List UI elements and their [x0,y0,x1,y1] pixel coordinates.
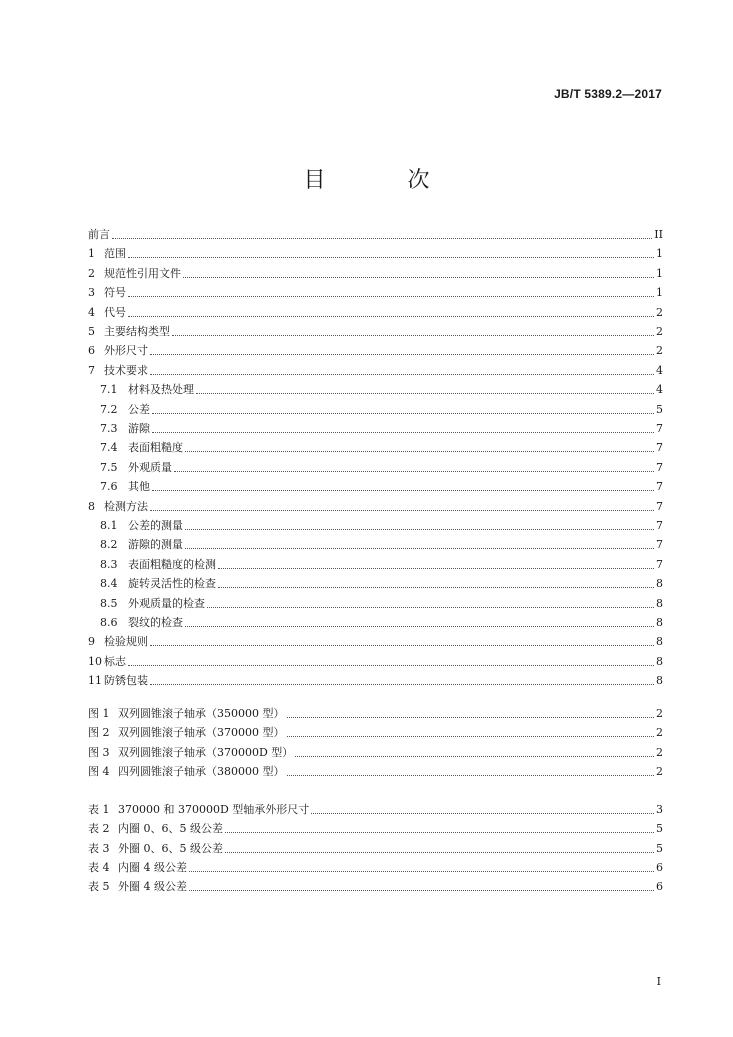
section-entry-title: 规范性引用文件 [104,266,181,280]
figure-entry-page: 2 [656,726,663,740]
dot-leader [128,315,654,317]
table-entry-number: 表 3 [88,841,110,855]
section-entry-title: 前言 [88,228,110,241]
section-entry[interactable] [88,362,663,378]
section-entry-title: 技术要求 [104,363,148,377]
section-entry[interactable] [88,498,663,514]
section-entry-title: 主要结构类型 [104,325,170,338]
table-entry[interactable] [88,878,663,894]
table-entry-page: 3 [656,803,663,816]
section-entry[interactable] [88,323,663,339]
section-entry-title: 其他 [128,480,150,494]
table-entry-number: 表 5 [88,880,110,894]
section-entry-page: 8 [656,674,663,688]
section-entry-title: 裂纹的检查 [128,616,183,629]
figure-entry[interactable] [88,705,663,721]
section-entry-page: 7 [656,538,663,552]
page-title: 目 次 [303,168,460,193]
section-entry-page: 2 [656,325,663,338]
section-entry-page: 7 [656,519,663,532]
section-entry[interactable] [88,459,663,475]
dot-leader [183,276,654,278]
table-entry-page: 6 [656,880,663,894]
dot-leader [128,256,654,258]
table-entry-title: 内圈 4 级公差 [118,860,187,874]
footer-page-number: I [656,975,661,988]
section-entry-title: 防锈包装 [104,674,148,688]
table-entry-number: 表 1 [88,803,110,816]
figure-entry-page: 2 [656,707,663,720]
section-entry-number: 4 [88,305,95,319]
section-entry[interactable] [88,284,663,300]
dot-leader [150,509,654,511]
dot-leader [185,547,654,549]
section-entry-title: 游隙的测量 [128,538,183,552]
figure-entry-page: 2 [656,745,663,759]
dot-leader [196,392,654,394]
section-entry[interactable] [88,381,663,397]
section-entry-number: 6 [88,344,95,358]
section-entry-page: II [654,228,663,241]
section-entry[interactable] [88,265,663,281]
figure-entry[interactable] [88,724,663,740]
section-entry-title: 标志 [104,654,126,668]
section-entry-page: 7 [656,422,663,435]
section-entry-title: 旋转灵活性的检查 [128,577,216,591]
section-entry-page: 7 [656,499,663,513]
section-entry-number: 2 [88,266,95,280]
dot-leader [189,889,654,891]
section-entry-page: 8 [656,596,663,610]
figure-entry-number: 图 1 [88,707,110,720]
section-entry[interactable] [88,536,663,552]
section-entry-page: 1 [656,266,663,280]
section-entry-title: 公差的测量 [128,519,183,532]
section-entry-number: 1 [88,247,95,261]
table-entry-title: 内圈 0、6、5 级公差 [118,822,223,836]
section-entry-title: 材料及热处理 [128,383,194,397]
section-entry[interactable] [88,653,663,669]
section-entry[interactable] [88,517,663,533]
section-entry-page: 2 [656,344,663,358]
dot-leader [150,644,654,646]
dot-leader [152,412,654,414]
section-entry[interactable] [88,420,663,436]
section-entry-number: 8.2 [100,538,118,552]
dot-leader [225,851,654,853]
dot-leader [185,625,654,627]
dot-leader [128,664,654,666]
section-entry[interactable] [88,439,663,455]
dot-leader [128,295,654,297]
table-entry-title: 外圈 0、6、5 级公差 [118,841,223,855]
section-entry-number: 8.5 [100,596,118,610]
dot-leader [225,831,654,833]
section-entry-title: 检验规则 [104,635,148,649]
table-entry[interactable] [88,840,663,856]
table-entry[interactable] [88,820,663,836]
dot-leader [295,755,654,757]
section-entry-number: 7.1 [100,383,118,397]
figure-entry[interactable] [88,744,663,760]
dot-leader [152,431,654,433]
section-entry-page: 8 [656,654,663,668]
dot-leader [287,774,655,776]
table-entry-title: 外圈 4 级公差 [118,880,187,894]
section-entry-number: 10 [88,654,102,668]
section-entry-title: 符号 [104,286,126,300]
dot-leader [185,528,654,530]
dot-leader [207,606,654,608]
section-entry[interactable] [88,672,663,688]
section-entry-page: 8 [656,635,663,649]
section-entry-number: 11 [88,674,102,688]
dot-leader [311,812,654,814]
figure-entry[interactable] [88,763,663,779]
dot-leader [174,470,654,472]
section-entry-title: 外观质量的检查 [128,596,205,610]
section-entry-page: 1 [656,247,663,261]
section-entry-title: 表面粗糙度的检测 [128,557,216,571]
table-entry[interactable] [88,801,663,817]
section-entry-title: 外观质量 [128,460,172,474]
section-entry[interactable] [88,556,663,572]
table-entry-number: 表 4 [88,860,110,874]
dot-leader [218,567,654,569]
dot-leader [287,735,655,737]
section-entry-page: 7 [656,441,663,455]
section-entry-number: 8.1 [100,519,118,532]
dot-leader [189,870,654,872]
dot-leader [185,450,654,452]
figure-entry-number: 图 2 [88,726,110,740]
section-entry[interactable] [88,401,663,417]
dot-leader [172,334,654,336]
section-entry-title: 外形尺寸 [104,344,148,358]
section-entry[interactable] [88,226,663,242]
section-entry[interactable] [88,342,663,358]
section-entry-page: 5 [656,402,663,416]
section-entry-title: 表面粗糙度 [128,441,183,455]
dot-leader [112,237,652,239]
standard-code: JB/T 5389.2—2017 [554,87,662,101]
dot-leader [218,586,654,588]
section-entry-title: 范围 [104,247,126,261]
section-entry[interactable] [88,304,663,320]
figure-entry-number: 图 4 [88,764,110,778]
section-entry-number: 7.6 [100,480,118,494]
section-entry[interactable] [88,575,663,591]
section-entry-title: 代号 [104,305,126,319]
table-entry[interactable] [88,859,663,875]
figure-entry-title: 四列圆锥滚子轴承（380000 型） [118,764,285,778]
section-entry-page: 8 [656,616,663,629]
section-entry[interactable] [88,478,663,494]
section-entry-number: 8 [88,499,95,513]
section-entry[interactable] [88,633,663,649]
figure-entry-title: 双列圆锥滚子轴承（370000 型） [118,726,285,740]
table-entry-page: 6 [656,860,663,874]
figure-entry-page: 2 [656,764,663,778]
section-entry[interactable] [88,245,663,261]
section-entry-number: 7.2 [100,402,118,416]
section-entry-page: 7 [656,460,663,474]
section-entry-page: 1 [656,286,663,300]
table-entry-page: 5 [656,841,663,855]
figure-entry-number: 图 3 [88,745,110,759]
section-entry-number: 8.3 [100,557,118,571]
section-entry[interactable] [88,614,663,630]
table-entry-page: 5 [656,822,663,836]
dot-leader [152,489,654,491]
section-entry[interactable] [88,595,663,611]
section-entry-number: 9 [88,635,95,649]
section-entry-page: 4 [656,383,663,397]
section-entry-title: 检测方法 [104,499,148,513]
section-entry-page: 2 [656,305,663,319]
section-entry-number: 7.4 [100,441,118,455]
section-entry-page: 8 [656,577,663,591]
dot-leader [287,716,655,718]
dot-leader [150,353,654,355]
dot-leader [150,683,654,685]
section-entry-page: 7 [656,480,663,494]
section-entry-number: 7.3 [100,422,118,435]
section-entry-page: 4 [656,363,663,377]
section-entry-number: 7.5 [100,460,118,474]
section-entry-number: 7 [88,363,95,377]
section-entry-title: 公差 [128,402,150,416]
section-entry-number: 5 [88,325,95,338]
table-entry-number: 表 2 [88,822,110,836]
section-entry-number: 8.4 [100,577,118,591]
section-entry-page: 7 [656,557,663,571]
figure-entry-title: 双列圆锥滚子轴承（350000 型） [118,707,285,720]
dot-leader [150,373,654,375]
section-entry-number: 3 [88,286,95,300]
section-entry-title: 游隙 [128,422,150,435]
table-entry-title: 370000 和 370000D 型轴承外形尺寸 [118,803,310,816]
section-entry-number: 8.6 [100,616,118,629]
figure-entry-title: 双列圆锥滚子轴承（370000D 型） [118,745,294,759]
